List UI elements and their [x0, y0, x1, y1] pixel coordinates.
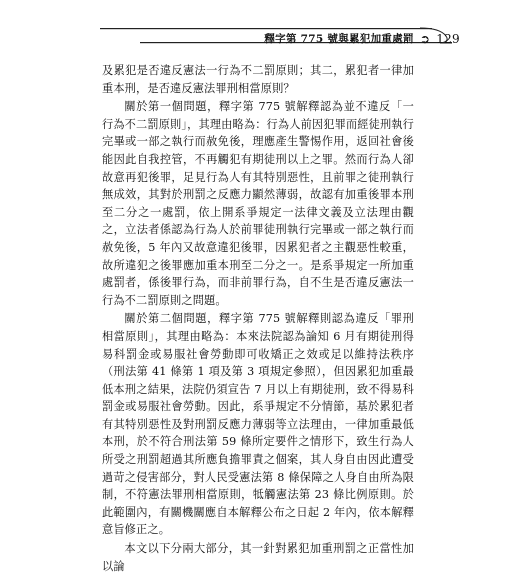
running-title: 釋字第 775 號與累犯加重處罰	[264, 33, 414, 45]
running-head	[264, 31, 460, 46]
paragraph-first-issue: 關於第一個問題，釋字第 775 號解釋認為並不違反「一行為不二罰原則」，其理由略為：行為人前因犯罪而經徒刑執行完畢或一部之執行而赦免後，理應產生警惕作用，返回社會後能因此自我控管，不再觸犯有期徒刑以上之罪。然而行為人卻故意再犯後罪，足見行為人有其特別惡性，且前罪之徒刑執行無成效，其對於刑罰之反應力顯然薄弱，故認有加重後罪本刑至二分之一處罰，依上開系爭規定一法律文義及立法理由觀之，立法者係認為行為人於前罪徒刑執行完畢或一部之執行而赦免後，5 年內又故意違犯後罪，因累犯者之主觀惡性較重，故所違犯之後罪應加重本刑至二分之一。是系爭規定一所加重處罰者，係後罪行為，而非前罪行為，自不生是否違反憲法一行為不二罰原則之問題。	[102, 100, 414, 307]
paragraph-outline: 本文以下分兩大部分，其一針對累犯加重刑罰之正當性加以論	[102, 542, 414, 573]
body-text	[102, 62, 414, 576]
page-number: 129	[436, 31, 460, 46]
paragraph-second-issue: 關於第二個問題，釋字第 775 號解釋則認為違反「罪刑相當原則」，其理由略為：本來法院認為論知 6 月有期徒刑得易科罰金或易服社會勞動即可收矯正之效或足以維持法秩序（刑法第 41 條第 1 項及第 3 項規定參照），但因累犯加重最低本刑之結果，法院仍須宣告 7 月以上有期徒刑，致不得易科罰金或易服社會勞動。因此，系爭規定不分情節，基於累犯者有其特別惡性及對刑罰反應力薄弱等立法理由，一律加重最低本刑，於不符合刑法第 59 條所定要件之情形下，致生行為人所受之刑罰超過其所應負擔罪責之個案，其人身自由因此遭受過苛之侵害部分，對人民受憲法第 8 條保障之人身自由所為限制，不符憲法罪刑相當原則，牴觸憲法第 23 條比例原則。於此範圍內，有關機關應自本解釋公布之日起 2 年內，依本解釋意旨修正之。	[102, 312, 414, 537]
spiral-icon: ➲	[419, 31, 431, 46]
paragraph-continuation: 及累犯是否違反憲法一行為不二罰原則；其二，累犯者一律加重本刑，是否違反憲法罪刑相當原則？	[102, 64, 414, 95]
